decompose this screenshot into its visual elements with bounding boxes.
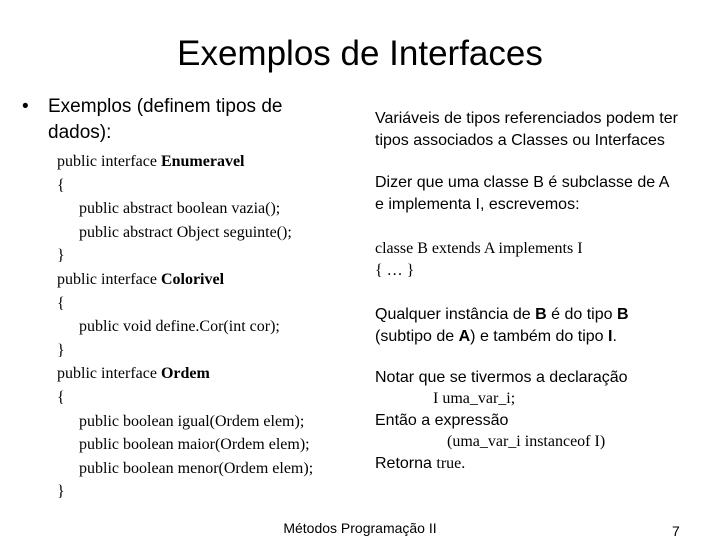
class-declaration-code [375, 238, 583, 282]
code-line [57, 386, 313, 410]
instance-text-a: Qualquer instância de [375, 306, 536, 323]
bullet-line-2: dados): [48, 122, 112, 143]
paragraph-instance-line-2 [375, 326, 629, 348]
paragraph-instance-line-1 [375, 304, 629, 326]
code-text: { [57, 294, 65, 312]
code-line [57, 362, 313, 386]
code-text: public void define.Cor(int cor); [79, 318, 280, 336]
returns-value: true. [436, 455, 466, 472]
code-text: public boolean menor(Ordem elem); [79, 459, 314, 477]
interface-code-block [57, 150, 313, 504]
code-text: public interface [57, 270, 161, 288]
bullet-text [48, 94, 282, 146]
code-text: public boolean maior(Ordem elem); [79, 436, 310, 454]
code-line [57, 197, 313, 221]
code-line [57, 433, 313, 457]
variable-declaration-code: I uma_var_i; [433, 390, 516, 407]
code-line [57, 221, 313, 245]
paragraph-subclass-line-1: Dizer que uma classe B é subclasse de A [375, 174, 670, 191]
paragraph-variables-line-2: tipos associados a Classes ou Interfaces [375, 132, 665, 149]
paragraph-expression: Então a expressão [375, 412, 509, 429]
code-text: } [57, 247, 65, 265]
paragraph-subclass-line-2: e implementa I, escrevemos: [375, 196, 580, 213]
paragraph-variables [375, 108, 678, 152]
code-text: } [57, 341, 65, 359]
page-number: 7 [672, 523, 680, 539]
code-line [57, 457, 313, 481]
bullet-line-1: Exemplos (definem tipos de [48, 96, 283, 117]
paragraph-returns [375, 453, 465, 475]
bullet-marker: • [22, 96, 29, 117]
paragraph-instance [375, 304, 629, 348]
class-declaration-line-1: classe B extends A implements I [375, 240, 583, 257]
code-text: public abstract boolean vazia(); [79, 200, 281, 218]
code-text: { [57, 388, 65, 406]
code-line [57, 339, 313, 363]
interface-name: Ordem [160, 365, 210, 383]
paragraph-subclass [375, 172, 669, 216]
code-text: public interface [57, 153, 161, 170]
code-line [57, 480, 313, 504]
code-text: public boolean igual(Ordem elem); [79, 412, 305, 430]
code-line [57, 150, 313, 174]
code-text: } [57, 483, 65, 501]
instance-bold-d: B [616, 306, 629, 323]
instanceof-expression-code: (uma_var_i instanceof I) [447, 433, 606, 450]
code-line [57, 410, 313, 434]
code-line [57, 268, 313, 292]
subtype-text-a: (subtipo de [375, 328, 459, 345]
code-line [57, 292, 313, 316]
interface-name: Enumeravel [160, 153, 245, 170]
subtype-text-e: . [612, 328, 617, 345]
subtype-bold-d: I [608, 328, 613, 345]
footer-course-name: Métodos Programação II [283, 520, 437, 536]
class-declaration-line-2: { … } [375, 262, 415, 279]
subtype-bold-b: A [458, 328, 471, 345]
instance-bold-b: B [535, 306, 547, 323]
instance-text-c: é do tipo [546, 306, 617, 323]
subtype-text-c: ) e também do tipo [470, 328, 609, 345]
interface-name: Colorivel [160, 270, 225, 288]
code-text: public interface [57, 365, 161, 383]
code-text: public abstract Object seguinte(); [79, 223, 292, 241]
paragraph-declaration-note: Notar que se tivermos a declaração [375, 369, 628, 386]
returns-label: Retorna [375, 455, 437, 472]
slide-title: Exemplos de Interfaces [177, 34, 543, 73]
code-line [57, 174, 313, 198]
code-text: { [57, 176, 65, 194]
code-line [57, 315, 313, 339]
paragraph-variables-line-1: Variáveis de tipos referenciados podem ter [375, 110, 678, 127]
code-line [57, 244, 313, 268]
